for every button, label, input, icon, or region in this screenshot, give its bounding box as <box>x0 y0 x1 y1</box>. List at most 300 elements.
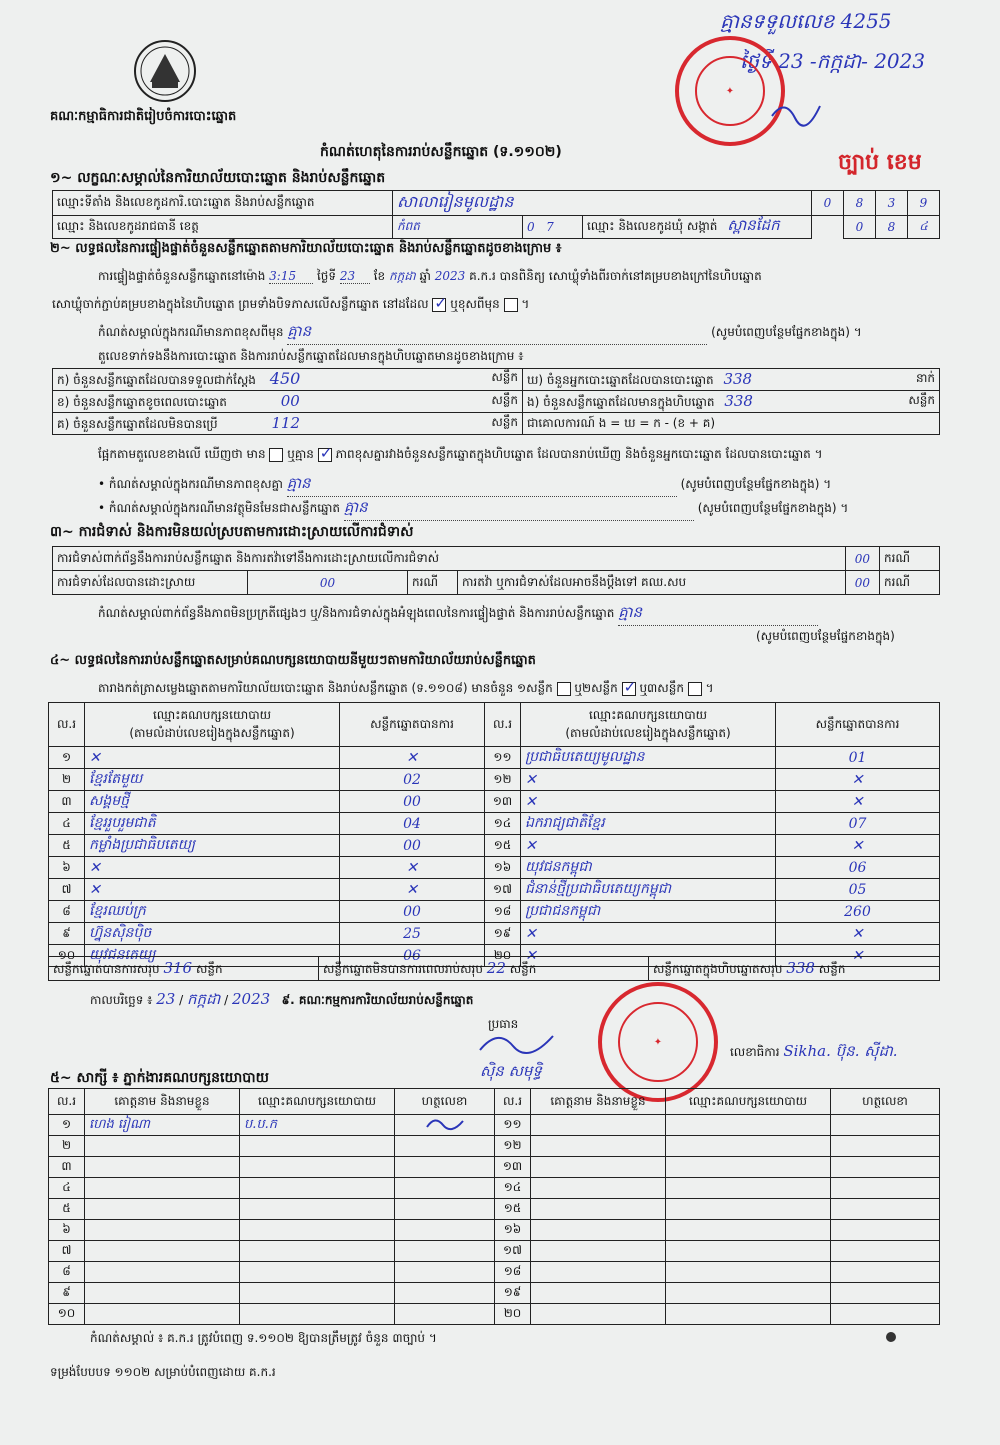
row-number: ៨ <box>49 1262 85 1283</box>
col-votes: សន្លឹកឆ្នោតបានការ <box>340 703 485 747</box>
text: គ.ក.រ បានពិនិត្យ សោឃ្លុំទាំងពីរចាក់នៅគម្របខាងក្រៅនៃហិបឆ្នោត <box>469 269 762 283</box>
section3-title: ៣~ ការជំទាស់ និងការមិនយល់ស្របតាមការដោះស្រាយលើការជំទាស់ <box>50 524 414 540</box>
unit: សន្លឹក <box>195 961 223 976</box>
witness-name <box>531 1283 666 1304</box>
text: សន្លឹកឆ្នោតក្នុងហិបឆ្នោតសរុប <box>653 961 783 976</box>
col-name: គោត្តនាម និងនាមខ្លួន <box>85 1089 240 1115</box>
row-number: ១១ <box>495 1115 531 1136</box>
witness-signature <box>395 1304 495 1325</box>
witness-party <box>240 1220 395 1241</box>
col-no: ល.រ <box>49 1089 85 1115</box>
party-name: ✕ <box>85 857 340 879</box>
party-name: ✕ <box>521 791 776 813</box>
witness-party <box>240 1304 395 1325</box>
witness-name <box>85 1136 240 1157</box>
row-number: ៣ <box>49 791 85 813</box>
row-number: ១ <box>49 1115 85 1136</box>
table-row <box>49 1241 940 1262</box>
table-row <box>49 813 940 835</box>
witness-party <box>666 1241 831 1262</box>
unit: សន្លឹក <box>491 414 518 429</box>
col-no: ល.រ <box>495 1089 531 1115</box>
counts-intro: តួលេខទាក់ទងនឹងការបោះឆ្នោត និងការរាប់សន្លឹកឆ្នោតដែលមានក្នុងហិបឆ្នោតមានដូចខាងក្រោម ៖ <box>98 349 524 363</box>
witness-party <box>666 1220 831 1241</box>
party-name: កម្លាំងប្រជាធិបតេយ្យ <box>85 835 340 857</box>
witness-name <box>531 1136 666 1157</box>
col-no: ល.រ <box>485 703 521 747</box>
chair-signature <box>478 1028 558 1063</box>
province-code-digit: 7 <box>546 220 554 234</box>
location-value: សាលារៀនមូលដ្ឋាន <box>393 191 812 216</box>
table-row <box>49 879 940 901</box>
three-sheets-checkbox[interactable] <box>688 682 702 696</box>
one-sheet-checkbox[interactable] <box>557 682 571 696</box>
official-stamp-bottom: ✦ <box>598 982 718 1102</box>
bullet1-line: • កំណត់សម្គាល់ក្នុងករណីមានភាពខុសគ្នា គ្មាន (សូមបំពេញបន្ថែមផ្នែកខាងក្នុង) ។ <box>98 474 948 497</box>
witness-signature <box>831 1178 940 1199</box>
form-title: កំណត់ហេតុនៃការរាប់សន្លឹកឆ្នោត (ទ.១១០២) <box>320 144 562 160</box>
total-valid-value: 316 <box>163 958 193 977</box>
row-number: ២ <box>49 1136 85 1157</box>
party-name: ✕ <box>85 747 340 769</box>
text: ខ) ចំនួនសន្លឹកឆ្នោតខូចពេលបោះឆ្នោត <box>57 394 227 409</box>
witness-signature <box>831 1283 940 1304</box>
table-row <box>49 1178 940 1199</box>
results-table <box>48 702 940 967</box>
national-election-committee-emblem-icon <box>130 38 200 104</box>
col-party: ឈ្មោះគណបក្សនយោបាយ <box>666 1089 831 1115</box>
remark-line: កំណត់សម្គាល់ក្នុងករណីមានភាពខុសពីមុន គ្មាន (សូមបំពេញបន្ថែមផ្នែកខាងក្នុង) ។ <box>98 322 948 345</box>
table-row <box>49 769 940 791</box>
text: ក) ចំនួនសន្លឹកឆ្នោតដែលបានទទួលជាក់ស្តែង <box>57 373 256 387</box>
different-checkbox[interactable] <box>504 298 518 312</box>
col-party-sub: (តាមលំដាប់លេខរៀងក្នុងសន្លឹកឆ្នោត) <box>565 725 731 740</box>
row-number: ១ <box>49 747 85 769</box>
party-name: យុវជនកម្ពុជា <box>521 857 776 879</box>
witness-signature <box>831 1262 940 1283</box>
witness-party <box>240 1199 395 1220</box>
witness-signature <box>395 1136 495 1157</box>
party-name: ✕ <box>521 769 776 791</box>
party-name: ហ្វ៊ុនស៊ិនប៉ិច <box>85 923 340 945</box>
province-value: កំពត <box>393 216 523 239</box>
commune-code-digit: ៤ <box>908 216 940 239</box>
col-party: ឈ្មោះគណបក្សនយោបាយ <box>152 707 272 722</box>
text: សន្លឹកឆ្នោតបានការសរុប <box>53 961 160 976</box>
difference-line <box>98 446 948 464</box>
section4-title: ៤~ លទ្ធផលនៃការរាប់សន្លឹកឆ្នោតសម្រាប់គណបក្សនយោបាយនីមួយៗតាមការិយាល័យរាប់សន្លឹកឆ្នោត <box>50 653 536 668</box>
unit: សន្លឹក <box>818 961 846 976</box>
witness-signature <box>395 1241 495 1262</box>
two-sheets-checkbox[interactable] <box>622 682 636 696</box>
row-number: ២០ <box>485 945 521 967</box>
vote-count: 260 <box>776 901 940 923</box>
party-name: ខ្មែរតែមួយ <box>85 769 340 791</box>
form-note: ទម្រង់បែបបទ ១១០២ សម្រាប់បំពេញដោយ គ.ក.រ <box>50 1365 276 1379</box>
date-year: 2023 <box>232 990 271 1008</box>
complaints-table <box>52 546 940 595</box>
col-name: គោត្តនាម និងនាមខ្លួន <box>531 1089 666 1115</box>
unit: នាក់ <box>915 370 935 385</box>
total-invalid-value: 22 <box>486 958 506 977</box>
table-row <box>49 901 940 923</box>
witness-signature <box>395 1178 495 1199</box>
resolved-value: 00 <box>248 571 408 595</box>
row-number: ៩ <box>49 1283 85 1304</box>
witness-signature <box>831 1115 940 1136</box>
witness-party <box>666 1178 831 1199</box>
bullet2-value: គ្មាន <box>344 498 694 521</box>
row-number: ២ <box>49 769 85 791</box>
witness-signature <box>831 1157 940 1178</box>
day-value: 23 <box>340 269 370 284</box>
text: (សូមបំពេញបន្ថែមផ្នែកខាងក្នុង) <box>697 501 837 515</box>
ink-dot <box>886 1332 896 1342</box>
col-party: ឈ្មោះគណបក្សនយោបាយ <box>588 707 708 722</box>
col-party: ឈ្មោះគណបក្សនយោបាយ <box>240 1089 395 1115</box>
text: ថ្ងៃទី <box>317 269 337 283</box>
code-digit: 8 <box>844 191 876 216</box>
vote-count: 04 <box>340 813 485 835</box>
witness-name <box>85 1157 240 1178</box>
formula: ជាគោលការណ៍ ង = ឃ = ក - (ខ + គ) <box>523 413 940 435</box>
month-value: កក្កដា <box>388 269 416 283</box>
section2-title: ២~ លទ្ធផលនៃការផ្ទៀងផ្ទាត់ចំនួនសន្លឹកឆ្នោតតាមការិយាល័យបោះឆ្នោត និងរាប់សន្លឹកឆ្នោតដូចខាងក្រោម ៖ <box>50 241 562 256</box>
row-number: ១៥ <box>485 835 521 857</box>
counts-table <box>52 368 940 435</box>
text: កំណត់សម្គាល់ពាក់ព័ន្ធនឹងភាពមិនប្រក្រតីផ្សេងៗ ឬ/និងការជំទាស់ក្នុងអំឡុងពេលនៃការផ្ទៀងផ្ទាត់ និងការរាប់សន្លឹកឆ្នោត <box>98 606 615 620</box>
no-difference-checkbox[interactable] <box>318 448 332 462</box>
row-number: ៤ <box>49 813 85 835</box>
witness-name <box>85 1241 240 1262</box>
witness-name <box>531 1157 666 1178</box>
location-label: ឈ្មោះទីតាំង និងលេខកូដការិ.បោះឆ្នោត និងរាប់សន្លឹកឆ្នោត <box>53 191 393 216</box>
section3-remark-value: គ្មាន <box>618 603 818 626</box>
text: លេខាធិការ <box>730 1045 780 1059</box>
table-row <box>49 1262 940 1283</box>
witness-signature <box>395 1220 495 1241</box>
party-name: ប្រជាធិបតេយ្យមូលដ្ឋាន <box>521 747 776 769</box>
vote-count: 00 <box>340 901 485 923</box>
vote-count: 06 <box>776 857 940 879</box>
table-row <box>49 1199 940 1220</box>
row-number: ៧ <box>49 879 85 901</box>
witness-name <box>85 1178 240 1199</box>
party-name: ខ្មែររួបរួមជាតិ <box>85 813 340 835</box>
witness-name <box>85 1262 240 1283</box>
row-number: ១៣ <box>495 1157 531 1178</box>
section5-note: កំណត់សម្គាល់ ៖ គ.ក.រ ត្រូវបំពេញ ទ.១១០២ ឱ្យបានត្រឹមត្រូវ ចំនួន ៣ច្បាប់ ។ <box>90 1331 437 1345</box>
witness-party <box>666 1157 831 1178</box>
row-number: ១៦ <box>495 1220 531 1241</box>
witness-signature <box>831 1304 940 1325</box>
verification-line <box>98 268 948 286</box>
location-table <box>52 190 940 239</box>
witness-party: ប.ប.ក <box>240 1115 395 1136</box>
row-number: ១៧ <box>485 879 521 901</box>
province-code-digit: 0 <box>527 220 535 234</box>
table-row <box>49 791 940 813</box>
witness-name <box>85 1283 240 1304</box>
unit: សន្លឹក <box>491 370 518 384</box>
remark-value: គ្មាន <box>287 322 707 345</box>
chair-label: ប្រធាន <box>488 1017 519 1031</box>
top-date: ថ្ងៃទី 23 -កក្កដា- 2023 <box>740 49 926 73</box>
text: ឬគ្មាន <box>287 447 314 461</box>
org-name: គណៈកម្មាធិការជាតិរៀបចំការបោះឆ្នោត <box>50 109 237 124</box>
table-row <box>49 1283 940 1304</box>
row-number: ១២ <box>495 1136 531 1157</box>
row-number: ១៦ <box>485 857 521 879</box>
row-number: ១៣ <box>485 791 521 813</box>
row-number: ៦ <box>49 857 85 879</box>
vote-count: ✕ <box>776 769 940 791</box>
witness-signature <box>831 1241 940 1262</box>
official-stamp-top: ✦ <box>675 36 785 146</box>
col-sign: ហត្ថលេខា <box>831 1089 940 1115</box>
received-value: 450 <box>269 369 301 388</box>
unused-value: 112 <box>271 413 301 432</box>
witness-party <box>666 1136 831 1157</box>
witness-signature <box>831 1136 940 1157</box>
voters-value: 338 <box>723 369 753 388</box>
vote-count: ✕ <box>340 747 485 769</box>
witness-signature <box>831 1199 940 1220</box>
col-no: ល.រ <box>49 703 85 747</box>
vote-count: 05 <box>776 879 940 901</box>
witness-name <box>85 1304 240 1325</box>
text: ឬ៣សន្លឹក <box>639 681 684 695</box>
witness-name <box>531 1220 666 1241</box>
commune-code-digit: 8 <box>876 216 908 239</box>
party-name: ✕ <box>521 923 776 945</box>
witness-party <box>240 1241 395 1262</box>
row-number: ១៨ <box>485 901 521 923</box>
bullet2-line: • កំណត់សម្គាល់ក្នុងករណីមានវត្ថុមិនមែនជាសន្លឹកឆ្នោត គ្មាន (សូមបំពេញបន្ថែមផ្នែកខាងក្នុង) ។ <box>98 498 948 521</box>
vote-count: ✕ <box>340 857 485 879</box>
code-digit: 0 <box>812 191 844 216</box>
text: (សូមបំពេញបន្ថែមផ្នែកខាងក្នុង) <box>680 477 820 491</box>
witness-name: ហេង រៀណា <box>85 1115 240 1136</box>
complaints-value: 00 <box>845 547 879 571</box>
signature-mark <box>425 1115 465 1131</box>
text: ផ្អែកតាមតួលេខខាងលើ ឃើញថា មាន <box>98 447 266 461</box>
text: ឬខុសពីមុន <box>450 297 500 311</box>
row-number: ១០ <box>49 945 85 967</box>
witness-party <box>240 1262 395 1283</box>
secretary-name: Sikha. ប៊ុន. ស៊ីដា. <box>783 1042 898 1060</box>
in-box-value: 338 <box>724 391 753 410</box>
witness-name <box>531 1241 666 1262</box>
complaints-label: ការជំទាស់ពាក់ព័ន្ធនឹងការរាប់សន្លឹកឆ្នោត និងការតវ៉ាទៅនឹងការដោះស្រាយលើការជំទាស់ <box>53 547 846 571</box>
year-value: 2023 <box>434 269 466 283</box>
sheets-line: តារាងកត់ត្រាសម្លេងឆ្នោតតាមការិយាល័យបោះឆ្នោត និងរាប់សន្លឹកឆ្នោត (ទ.១១០៨) មានចំនួន ១សន្លឹក ឬ២សន្លឹក ✓ ឬ៣សន្លឹក ។ <box>98 680 714 698</box>
party-name: សង្គមថ្មី <box>85 791 340 813</box>
row-number: ៤ <box>49 1178 85 1199</box>
row-number: ៣ <box>49 1157 85 1178</box>
witness-name <box>531 1304 666 1325</box>
witness-party <box>240 1283 395 1304</box>
row-number: ២០ <box>495 1304 531 1325</box>
vote-count: ✕ <box>340 879 485 901</box>
commune-value: ស្ពានដែក <box>727 216 780 234</box>
text: ៩. គណៈកម្មការការិយាល័យរាប់សន្លឹកឆ្នោត <box>281 993 474 1007</box>
fill-note: (សូមបំពេញបន្ថែមផ្នែកខាងក្នុង) <box>756 629 895 643</box>
row-number: ១៧ <box>495 1241 531 1262</box>
witness-name <box>531 1115 666 1136</box>
row-number: ១០ <box>49 1304 85 1325</box>
code-digit: 3 <box>876 191 908 216</box>
row-number: ១៩ <box>495 1283 531 1304</box>
vote-count: 07 <box>776 813 940 835</box>
text: សោឃ្លុំចាក់ភ្ជាប់គម្របខាងក្នុងនៃហិបឆ្នោត ព្រមទាំងបិទភាសលើសន្លឹកឆ្នោត នៅដដែល <box>52 297 429 311</box>
text: ភាពខុសគ្នារវាងចំនួនសន្លឹកឆ្នោតក្នុងហិបឆ្នោត ដែលបានរាប់ឃើញ និងចំនួនអ្នកបោះឆ្នោត ដែលបានបោះឆ្នោត ។ <box>335 447 823 461</box>
vote-count: 06 <box>340 945 485 967</box>
party-name: ខ្មែរឈប់ក្រ <box>85 901 340 923</box>
witness-party <box>240 1157 395 1178</box>
same-checkbox[interactable] <box>432 298 446 312</box>
vote-count: ✕ <box>776 835 940 857</box>
col-party-sub: (តាមលំដាប់លេខរៀងក្នុងសន្លឹកឆ្នោត) <box>129 725 295 740</box>
text: កំណត់សម្គាល់ក្នុងករណីមានភាពខុសពីមុន <box>98 325 284 339</box>
vote-count: 00 <box>340 791 485 813</box>
vote-count: 02 <box>340 769 485 791</box>
table-row <box>49 1157 940 1178</box>
spoiled-value: 00 <box>280 391 300 410</box>
date-line: កាលបរិច្ឆេទ ៖ 23 / កក្កដា / 2023 ៩. គណៈកម្មការការិយាល័យរាប់សន្លឹកឆ្នោត <box>90 990 474 1008</box>
vote-count: ✕ <box>776 791 940 813</box>
row-number: ៩ <box>49 923 85 945</box>
row-number: ៥ <box>49 1199 85 1220</box>
col-votes: សន្លឹកឆ្នោតបានការ <box>776 703 940 747</box>
vote-count: 01 <box>776 747 940 769</box>
unit: សន្លឹក <box>491 392 518 407</box>
witness-name <box>531 1262 666 1283</box>
top-note: គ្មានទទួលលេខ 4255 <box>720 9 892 33</box>
text: • កំណត់សម្គាល់ក្នុងករណីមានវត្ថុមិនមែនជាសន្លឹកឆ្នោត <box>98 501 341 515</box>
witness-party <box>666 1283 831 1304</box>
witness-signature <box>395 1115 495 1136</box>
witness-name <box>531 1178 666 1199</box>
vote-count: 25 <box>340 923 485 945</box>
unit: ករណី <box>880 571 940 595</box>
party-name: ប្រជាជនកម្ពុជា <box>521 901 776 923</box>
witness-signature <box>395 1157 495 1178</box>
section1-title: ១~ លក្ខណៈសម្គាល់នៃការិយាល័យបោះឆ្នោត និងរាប់សន្លឹកឆ្នោត <box>50 170 386 186</box>
top-signature <box>770 96 830 136</box>
totals-table <box>48 956 940 981</box>
commune-code-digit: 0 <box>844 216 876 239</box>
text: • កំណត់សម្គាល់ក្នុងករណីមានភាពខុសគ្នា <box>98 477 283 491</box>
text: ឬ២សន្លឹក <box>574 681 618 695</box>
table-row <box>49 1115 940 1136</box>
commune-label: ឈ្មោះ និងលេខកូដឃុំ សង្កាត់ <box>587 219 718 233</box>
bullet1-value: គ្មាន <box>287 474 677 497</box>
table-row <box>49 835 940 857</box>
text: តារាងកត់ត្រាសម្លេងឆ្នោតតាមការិយាល័យបោះឆ្នោត និងរាប់សន្លឹកឆ្នោត (ទ.១១០៨) មានចំនួន ១សន្លឹក <box>98 681 553 695</box>
witness-signature <box>395 1283 495 1304</box>
witness-signature <box>831 1220 940 1241</box>
witness-party <box>666 1199 831 1220</box>
row-number: ៨ <box>49 901 85 923</box>
table-row <box>49 923 940 945</box>
party-name: ជំនាន់ថ្មីប្រជាធិបតេយ្យកម្ពុជា <box>521 879 776 901</box>
row-number: ១៤ <box>495 1178 531 1199</box>
witness-party <box>666 1115 831 1136</box>
table-row <box>49 1136 940 1157</box>
text: ឃ) ចំនួនអ្នកបោះឆ្នោតដែលបានបោះឆ្នោត <box>527 372 714 387</box>
witness-name <box>531 1199 666 1220</box>
witness-party <box>666 1262 831 1283</box>
vote-count: ✕ <box>776 923 940 945</box>
text: សន្លឹកឆ្នោតមិនបានការពេលរាប់សរុប <box>323 961 483 976</box>
date-day: 23 <box>156 990 176 1008</box>
table-row <box>49 857 940 879</box>
appeal-value: 00 <box>845 571 879 595</box>
witness-name <box>85 1220 240 1241</box>
time-value: 3:15 <box>269 269 313 284</box>
witness-party <box>666 1304 831 1325</box>
unit: សន្លឹក <box>908 392 935 407</box>
unit: ករណី <box>408 571 458 595</box>
text: (សូមបំពេញបន្ថែមផ្នែកខាងក្នុង) <box>711 325 850 339</box>
row-number: ៧ <box>49 1241 85 1262</box>
party-name: យុវជនតេយ្យ <box>85 945 340 967</box>
row-number: ១៥ <box>495 1199 531 1220</box>
section5-title: ៥~ សាក្សី ៖ ភ្នាក់ងារគណបក្សនយោបាយ <box>50 1070 269 1086</box>
text: ការផ្ទៀងផ្ទាត់ចំនួនសន្លឹកឆ្នោតនៅម៉ោង <box>98 269 266 283</box>
secretary-line <box>730 1042 898 1064</box>
party-name: ✕ <box>85 879 340 901</box>
party-name: ✕ <box>521 835 776 857</box>
table-row <box>49 747 940 769</box>
witness-table <box>48 1088 940 1325</box>
has-difference-checkbox[interactable] <box>269 448 283 462</box>
party-name: ឯករាជ្យជាតិខ្មែរ <box>521 813 776 835</box>
chair-name: ស៊ិន សមុទ្ធិ <box>480 1062 542 1080</box>
section3-remark <box>98 603 948 626</box>
witness-name <box>85 1199 240 1220</box>
seal-line: សោឃ្លុំចាក់ភ្ជាប់គម្របខាងក្នុងនៃហិបឆ្នោត ព្រមទាំងបិទភាសលើសន្លឹកឆ្នោត នៅដដែល ✓ ឬខុសពីមុន ។ <box>52 296 529 314</box>
date-month: កក្កដា <box>187 990 221 1008</box>
row-number: ១២ <box>485 769 521 791</box>
vote-count: ✕ <box>776 945 940 967</box>
witness-party <box>240 1136 395 1157</box>
row-number: ១៨ <box>495 1262 531 1283</box>
witness-party <box>240 1178 395 1199</box>
table-row <box>49 1220 940 1241</box>
text: ឆ្នាំ <box>419 269 431 283</box>
row-number: ១៩ <box>485 923 521 945</box>
province-label: ឈ្មោះ និងលេខកូដរាជធានី ខេត្ត <box>53 216 393 239</box>
resolved-label: ការជំទាស់ដែលបានដោះស្រាយ <box>53 571 248 595</box>
row-number: ១១ <box>485 747 521 769</box>
text: កាលបរិច្ឆេទ ៖ <box>90 993 153 1007</box>
total-box-value: 338 <box>786 958 815 977</box>
unit: សន្លឹក <box>509 961 537 976</box>
unit: ករណី <box>880 547 940 571</box>
party-name: ✕ <box>521 945 776 967</box>
text: ង) ចំនួនសន្លឹកឆ្នោតដែលមានក្នុងហិបឆ្នោត <box>527 394 715 409</box>
code-digit: 9 <box>908 191 940 216</box>
copy-label: ច្បាប់ ខេម <box>838 150 922 175</box>
table-row <box>49 1304 940 1325</box>
vote-count: 00 <box>340 835 485 857</box>
appeal-label: ការតវ៉ា ឬការជំទាស់ដែលអាចនឹងប្តឹងទៅ គឈ.សប <box>458 571 846 595</box>
col-sign: ហត្ថលេខា <box>395 1089 495 1115</box>
row-number: ៦ <box>49 1220 85 1241</box>
text: គ) ចំនួនសន្លឹកឆ្នោតដែលមិនបានប្រើ <box>57 416 218 431</box>
